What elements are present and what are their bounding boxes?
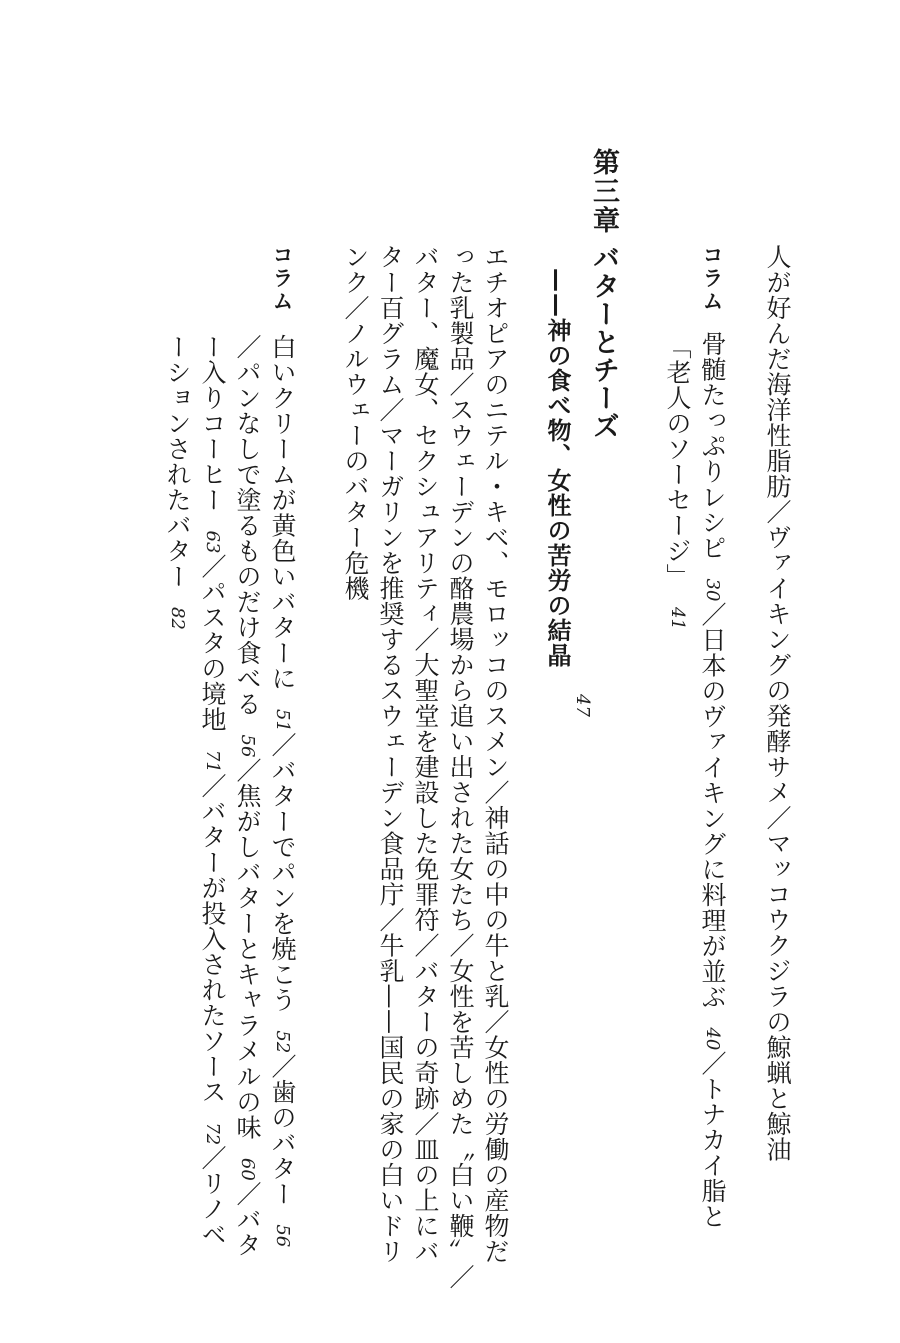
toc-text: 骨髄たっぷりレシピ xyxy=(698,331,727,561)
toc-text: 「老人のソーセージ」 xyxy=(663,334,692,589)
toc-column-butter-line4 xyxy=(160,334,194,630)
page-number: 56 xyxy=(237,734,258,758)
toc-text: ／パンなしで塗るものだけ食べる xyxy=(233,334,262,717)
toc-text: ／バターが投入されたソース xyxy=(198,772,227,1105)
chapter-page-number: 47 xyxy=(572,694,593,717)
toc-text: バター、魔女、セクシュアリティ／大聖堂を建設した免罪符／バターの奇跡／皿の上にバ xyxy=(411,244,440,1264)
toc-text: ンク／ノルウェーのバター危機 xyxy=(341,244,370,601)
toc-text: った乳製品／スウェーデンの酪農場から追い出された女たち／女性を苦しめた〝白い鞭〟／ xyxy=(446,244,475,1290)
toc-column-butter-line2 xyxy=(230,334,264,1257)
toc-body-line-5 xyxy=(338,244,372,601)
toc-column-butter-line1 xyxy=(265,334,299,1247)
page-number: 82 xyxy=(167,607,188,630)
toc-body-line-3 xyxy=(408,244,442,1264)
toc-text: ／リノベ xyxy=(198,1145,227,1248)
page-number: 56 xyxy=(272,1224,293,1248)
toc-text: ーションされたバター xyxy=(163,334,192,589)
toc-column-recipe-line2 xyxy=(660,334,694,630)
toc-text: ／日本のヴァイキングに料理が並ぶ xyxy=(698,601,727,1010)
toc-line-marine-fat xyxy=(760,244,794,1162)
toc-column-butter-line3 xyxy=(195,334,229,1247)
toc-text: ／パスタの境地 xyxy=(198,553,227,732)
toc-text: エチオピアのニテル・キベ、モロッコのスメン／神話の中の牛と乳／女性の労働の産物だ xyxy=(481,244,510,1264)
page-number: 72 xyxy=(202,1122,223,1146)
toc-body-line-2 xyxy=(443,244,477,1290)
page-number: 40 xyxy=(702,1027,723,1051)
chapter-title-text: バターとチーズ xyxy=(588,244,619,440)
chapter-number-text: 第三章 xyxy=(588,148,619,235)
toc-text: ／焦がしバターとキャラメルの味 xyxy=(233,757,262,1140)
toc-text: ／バターでパンを焼こう xyxy=(268,731,297,1013)
toc-text: 白いクリームが黄色いバターに xyxy=(268,334,297,691)
toc-text: ／バタ xyxy=(233,1180,262,1258)
page-number: 71 xyxy=(202,749,223,773)
page-number: 63 xyxy=(202,530,223,554)
toc-column-recipe-line1 xyxy=(695,244,729,1229)
toc-text: ー入りコーヒー xyxy=(198,334,227,513)
chapter-title xyxy=(586,244,620,440)
page-number: 52 xyxy=(272,1030,293,1054)
page-number: 41 xyxy=(667,607,688,630)
chapter-number xyxy=(586,148,620,235)
toc-text: ／歯のバター xyxy=(268,1053,297,1207)
column-label: コラム xyxy=(700,244,724,313)
chapter-subtitle-text: ——神の食べ物、女性の苦労の結晶 xyxy=(543,268,571,668)
page-number: 51 xyxy=(272,709,293,732)
toc-body-line-4 xyxy=(373,244,407,1264)
toc-text: ター百グラム／マーガリンを推奨するスウェーデン食品庁／牛乳——国民の家の白いドリ xyxy=(376,244,405,1264)
toc-text: ／トナカイ脂と xyxy=(698,1050,727,1229)
column-label-butter: コラム xyxy=(270,244,294,313)
chapter-subtitle xyxy=(540,268,574,668)
toc-text: 人が好んだ海洋性脂肪／ヴァイキングの発酵サメ／マッコウクジラの鯨蝋と鯨油 xyxy=(763,244,792,1162)
page-number: 60 xyxy=(237,1157,258,1181)
toc-body-line-1 xyxy=(478,244,512,1264)
page-number: 30 xyxy=(702,578,723,602)
